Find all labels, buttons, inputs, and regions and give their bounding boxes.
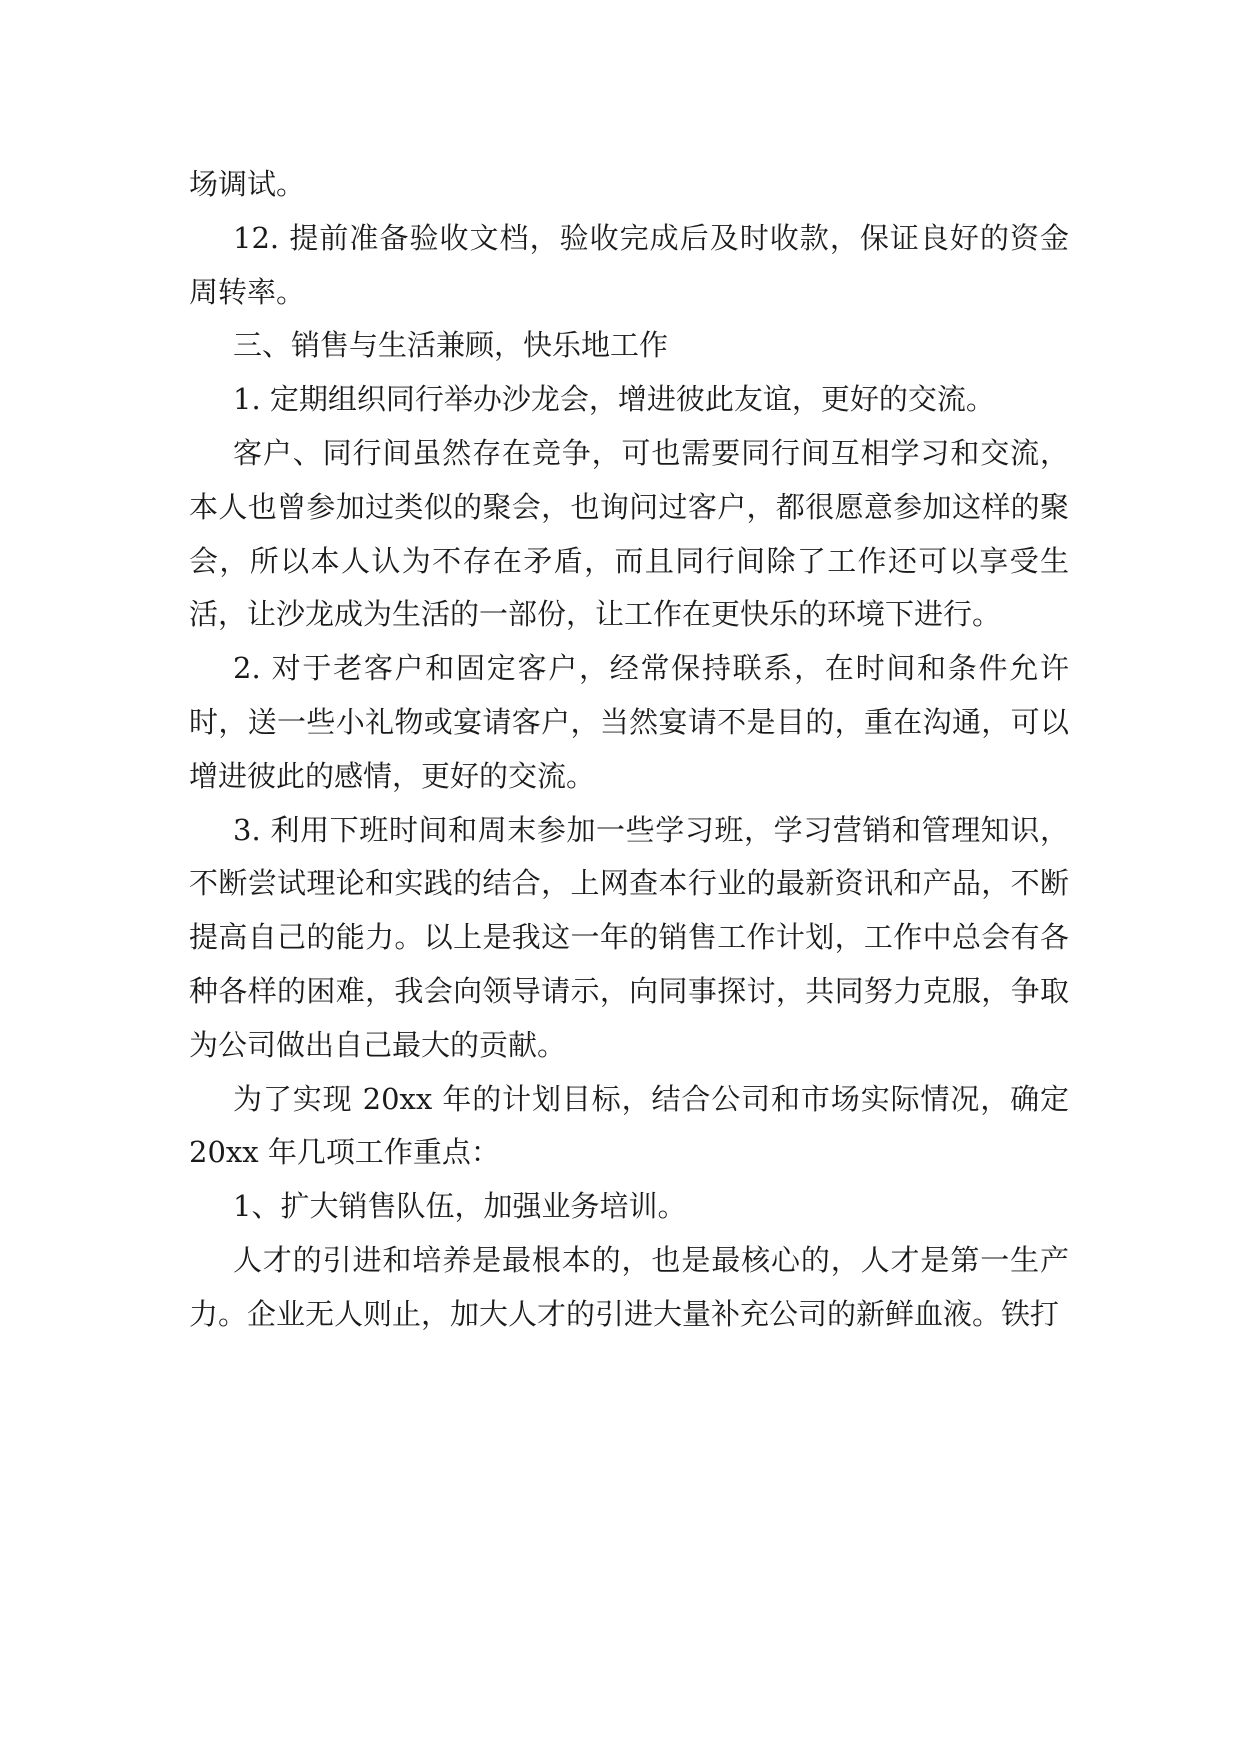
document-body: [189, 158, 1069, 1342]
paragraph-item-2-clients: 2. 对于老客户和固定客户，经常保持联系，在时间和条件允许时，送一些小礼物或宴请客户，当然宴请不是目的，重在沟通，可以增进彼此的感情，更好的交流。: [189, 651, 1069, 793]
paragraph-item-1-salon: 1. 定期组织同行举办沙龙会，增进彼此友谊，更好的交流。: [233, 382, 995, 417]
paragraph-key-points-intro: 为了实现 20xx 年的计划目标，结合公司和市场实际情况，确定 20xx 年几项工作重点：: [189, 1081, 1069, 1170]
paragraph-salon-explanation: 客户、同行间虽然存在竞争，可也需要同行间互相学习和交流，本人也曾参加过类似的聚会，也询问过客户，都很愿意参加这样的聚会，所以本人认为不存在矛盾，而且同行间除了工作还可以享受生活，让沙龙成为生活的一部份，让工作在更快乐的环境下进行。: [189, 435, 1069, 632]
paragraph-talent: 人才的引进和培养是最根本的，也是最核心的，人才是第一生产力。企业无人则止，加大人才的引进大量补充公司的新鲜血液。铁打: [189, 1242, 1069, 1331]
section-heading-3: 三、销售与生活兼顾，快乐地工作: [233, 328, 669, 363]
paragraph-key-point-1: 1、扩大销售队伍，加强业务培训。: [233, 1189, 687, 1224]
paragraph-continuation: 场调试。: [189, 167, 306, 201]
paragraph-item-12: 12. 提前准备验收文档，验收完成后及时收款，保证良好的资金周转率。: [189, 220, 1069, 309]
paragraph-item-3-learning: 3. 利用下班时间和周末参加一些学习班，学习营销和管理知识，不断尝试理论和实践的结合，上网查本行业的最新资讯和产品，不断提高自己的能力。以上是我这一年的销售工作计划，工作中总会有各种各样的困难，我会向领导请示，向同事探讨，共同努力克服，争取为公司做出自己最大的贡献。: [189, 812, 1069, 1062]
